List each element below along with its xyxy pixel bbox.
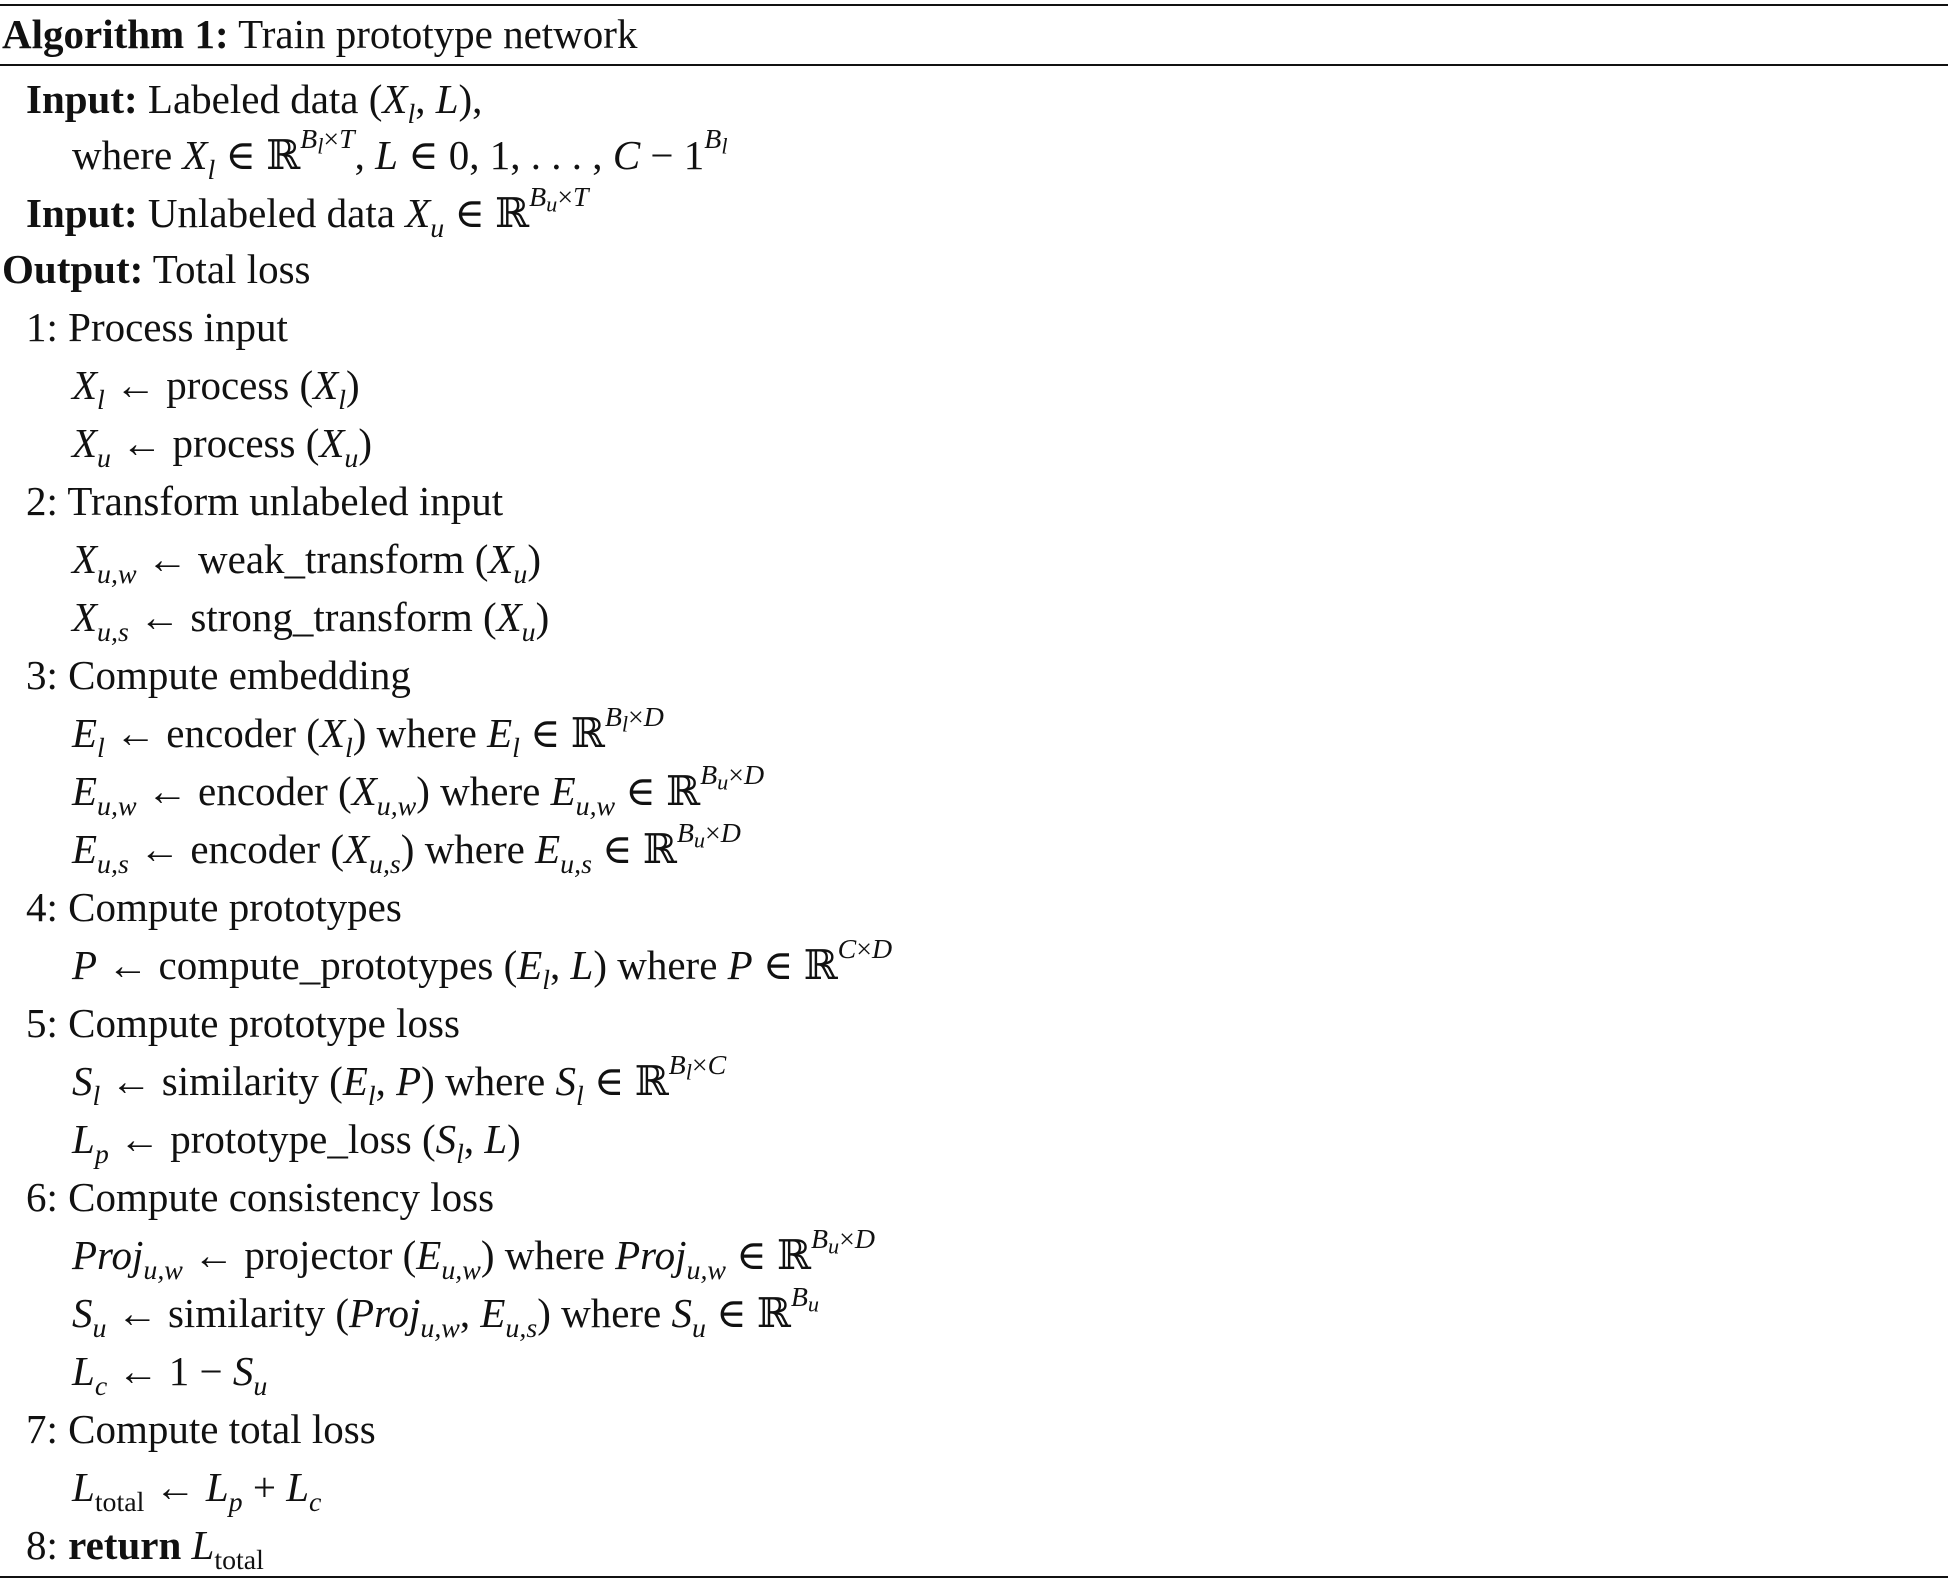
fn-projector: projector	[244, 1232, 393, 1278]
step-2-line-1: $X_{u,w}$ ← weak_transform $(X_u)$	[72, 536, 541, 590]
step-number: 3:	[26, 652, 58, 698]
step-number: 7:	[26, 1406, 58, 1452]
step-title: Compute prototypes	[68, 884, 402, 930]
input-unlabeled-text: Unlabeled data	[147, 190, 395, 236]
input-labeled-where-line: where $X_l$ ∈ ℝ$^{B_l\times T}$, L ∈ 0, 1, . . . , $C - 1^{B_l}$	[72, 124, 728, 186]
where-word: where	[440, 768, 541, 814]
step-title: Process input	[68, 304, 288, 350]
step-3	[26, 648, 411, 702]
input-label: Input:	[26, 190, 138, 236]
where-word: where	[617, 942, 718, 988]
where-word: where	[424, 826, 525, 872]
step-7-line-1: $L_{total}$ ← $L_p + L_c$	[72, 1464, 322, 1518]
step-1-line-1: $X_l$ ← process $(X_l)$	[72, 362, 360, 416]
step-4	[26, 880, 402, 934]
step-number: 4:	[26, 884, 58, 930]
return-keyword: return	[68, 1522, 182, 1568]
step-6-line-2: $S_u$ ← similarity (Proj$_{u,w}$, $E_{u,s}$) where $S_u$ ∈ ℝ$^{B_u}$	[72, 1282, 820, 1344]
fn-similarity: similarity	[161, 1058, 319, 1104]
step-7	[26, 1402, 376, 1456]
bottom-rule	[0, 1576, 1948, 1578]
step-6-line-3: $L_c$ ← $1 - S_u$	[72, 1348, 268, 1402]
step-5-line-1: $S_l$ ← similarity ($E_l$, P) where $S_l$ ∈ ℝ$^{B_l\times C}$	[72, 1050, 727, 1112]
algorithm-label: Algorithm 1:	[2, 11, 229, 57]
step-4-line-1: P ← compute_prototypes ($E_l$, L) where P ∈ ℝ$^{C\times D}$	[72, 934, 893, 996]
step-number: 1:	[26, 304, 58, 350]
step-number: 2:	[26, 478, 58, 524]
step-5	[26, 996, 460, 1050]
step-number: 5:	[26, 1000, 58, 1046]
input-labeled-text: Labeled data	[147, 76, 359, 122]
step-5-line-2: $L_p$ ← prototype_loss ($S_l$, L)	[72, 1116, 521, 1170]
fn-prototype-loss: prototype_loss	[170, 1116, 412, 1162]
step-title: Compute total loss	[68, 1406, 376, 1452]
fn-compute-prototypes: compute_prototypes	[158, 942, 494, 988]
fn-encoder: encoder	[190, 826, 321, 872]
where-word: where	[376, 710, 477, 756]
step-3-line-3: $E_{u,s}$ ← encoder $(X_{u,s})$ where $E_{u,s}$ ∈ ℝ$^{B_u\times D}$	[72, 818, 741, 880]
where-word: where	[561, 1290, 662, 1336]
step-1-line-2: $X_u$ ← process $(X_u)$	[72, 420, 372, 474]
output-line	[2, 242, 311, 296]
where-word: where	[504, 1232, 605, 1278]
output-text: Total loss	[152, 246, 311, 292]
input-label: Input:	[26, 76, 138, 122]
step-number: 8:	[26, 1522, 58, 1568]
step-3-line-2: $E_{u,w}$ ← encoder $(X_{u,w})$ where $E_{u,w}$ ∈ ℝ$^{B_u\times D}$	[72, 760, 765, 822]
step-title: Compute prototype loss	[68, 1000, 460, 1046]
algorithm-name: Train prototype network	[238, 11, 638, 57]
output-label: Output:	[2, 246, 144, 292]
step-1	[26, 300, 288, 354]
where-word: where	[445, 1058, 546, 1104]
step-2	[26, 474, 503, 528]
total-subscript: total	[94, 1486, 145, 1518]
fn-weak-transform: weak_transform	[198, 536, 465, 582]
step-title: Compute embedding	[68, 652, 411, 698]
header-rule	[0, 64, 1948, 66]
step-3-line-1: $E_l$ ← encoder $(X_l)$ where $E_l$ ∈ ℝ$^{B_l\times D}$	[72, 702, 664, 764]
fn-encoder: encoder	[198, 768, 328, 814]
algorithm-title	[2, 6, 637, 62]
input-unlabeled-line: Input: Unlabeled data $X_u$ ∈ ℝ$^{B_u\times T}$	[26, 182, 589, 244]
step-8: 8: return $L_{total}$	[26, 1522, 264, 1576]
where-word: where	[72, 132, 173, 178]
total-subscript: total	[214, 1544, 264, 1576]
step-title: Compute consistency loss	[68, 1174, 495, 1220]
step-2-line-2: $X_{u,s}$ ← strong_transform $(X_u)$	[72, 594, 550, 648]
fn-process: process	[166, 362, 290, 408]
fn-similarity: similarity	[167, 1290, 326, 1336]
input-labeled-line: Input: Labeled data ($X_l$, L),	[26, 76, 483, 130]
fn-encoder: encoder	[166, 710, 297, 756]
step-6-line-1: Proj$_{u,w}$ ← projector $(E_{u,w})$ where Proj$_{u,w}$ ∈ ℝ$^{B_u\times D}$	[72, 1224, 876, 1286]
fn-process: process	[172, 420, 296, 466]
step-number: 6:	[26, 1174, 58, 1220]
fn-strong-transform: strong_transform	[190, 594, 473, 640]
step-title: Transform unlabeled input	[67, 478, 504, 524]
step-6	[26, 1170, 494, 1224]
